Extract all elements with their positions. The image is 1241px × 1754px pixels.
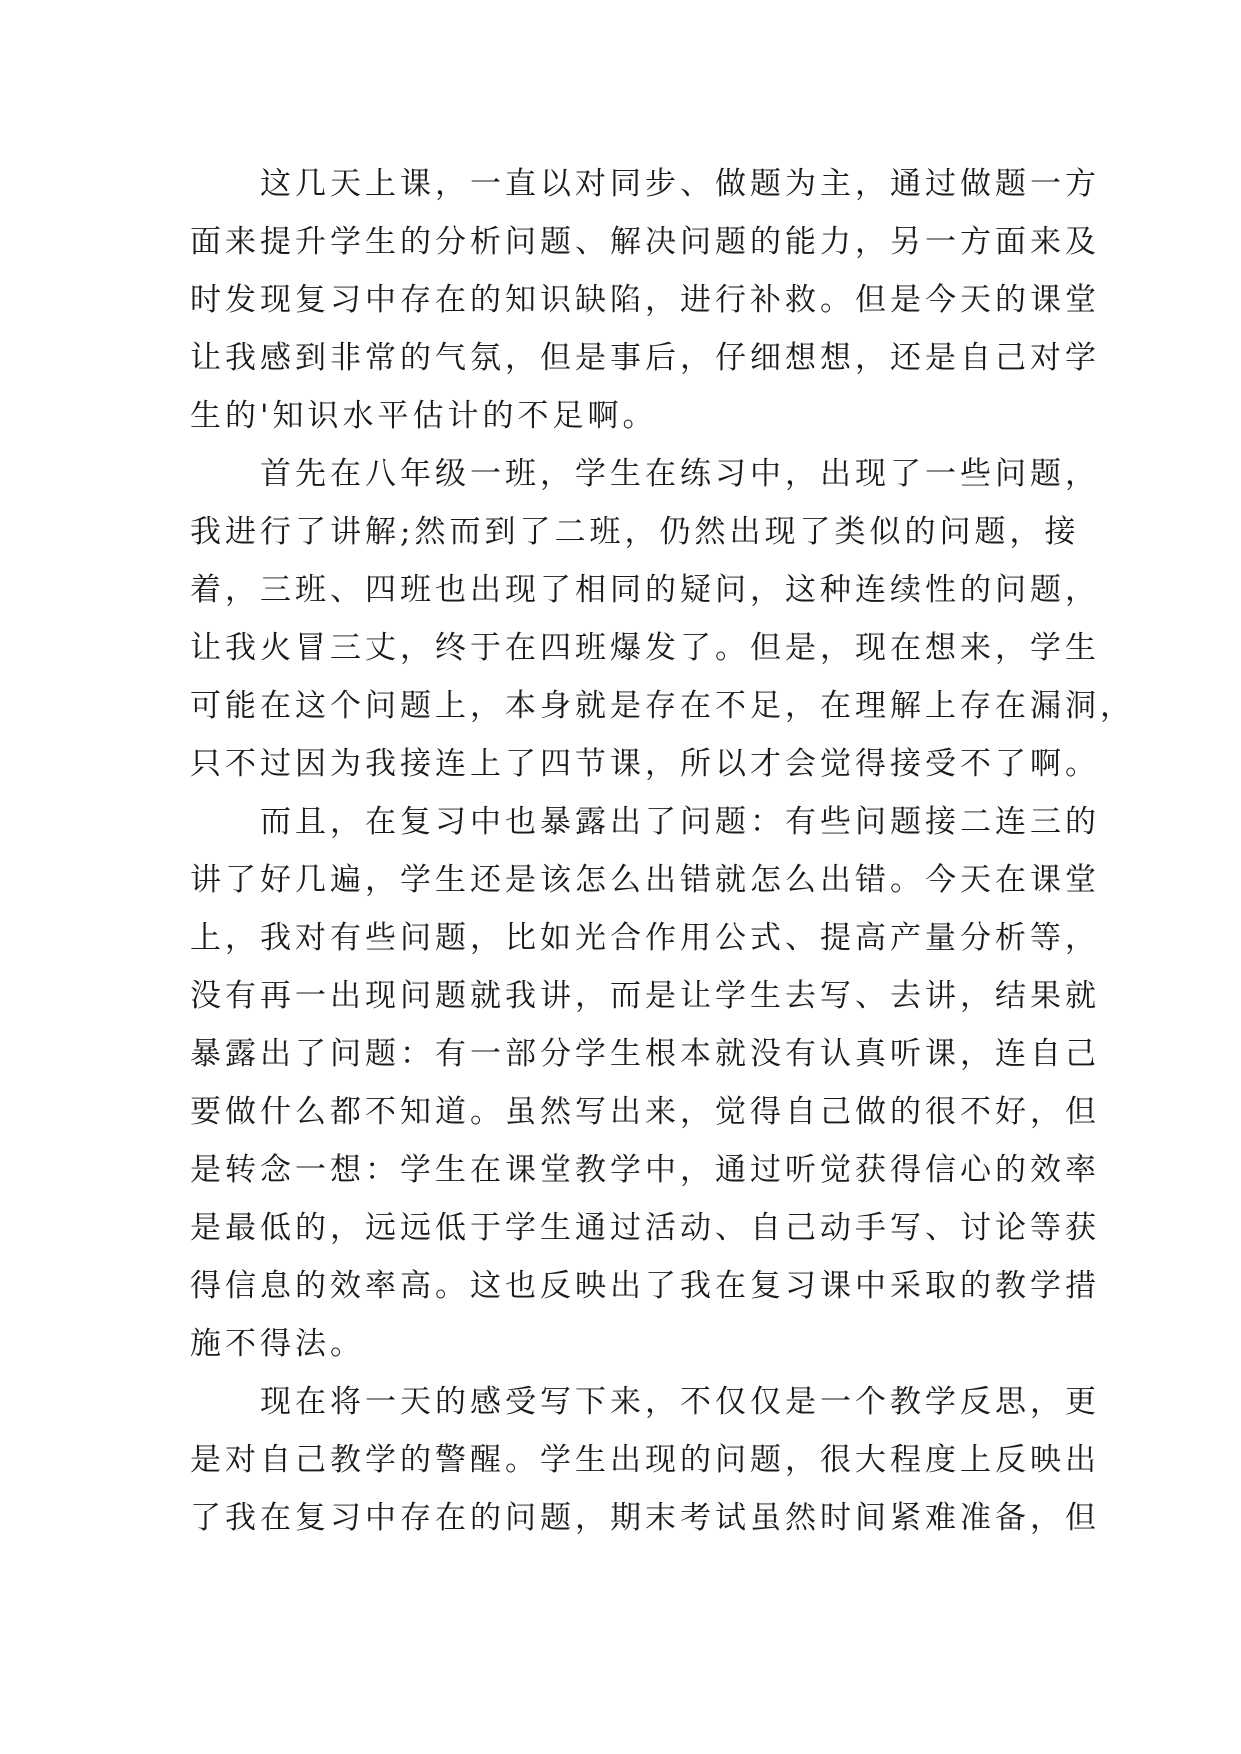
text-line: 生的'知识水平估计的不足啊。 bbox=[190, 398, 658, 434]
text-line: 可能在这个问题上，本身就是存在不足，在理解上存在漏洞， bbox=[190, 688, 1135, 724]
text-line: 这几天上课，一直以对同步、做题为主，通过做题一方 bbox=[190, 166, 1100, 202]
text-line: 暴露出了问题：有一部分学生根本就没有认真听课，连自己 bbox=[190, 1036, 1100, 1072]
text-line: 讲了好几遍，学生还是该怎么出错就怎么出错。今天在课堂 bbox=[190, 862, 1100, 898]
text-line: 让我感到非常的气氛，但是事后，仔细想想，还是自己对学 bbox=[190, 340, 1100, 376]
text-line: 施不得法。 bbox=[190, 1326, 365, 1362]
text-line: 上，我对有些问题，比如光合作用公式、提高产量分析等， bbox=[190, 920, 1100, 956]
paragraph-1 bbox=[190, 155, 1100, 445]
paragraph-4 bbox=[190, 1373, 1100, 1547]
text-line: 是对自己教学的警醒。学生出现的问题，很大程度上反映出 bbox=[190, 1442, 1100, 1478]
text-line: 只不过因为我接连上了四节课，所以才会觉得接受不了啊。 bbox=[190, 746, 1100, 782]
text-line: 没有再一出现问题就我讲，而是让学生去写、去讲，结果就 bbox=[190, 978, 1100, 1014]
text-line: 我进行了讲解;然而到了二班，仍然出现了类似的问题，接 bbox=[190, 514, 1080, 550]
document-body bbox=[190, 155, 1135, 1547]
text-line: 首先在八年级一班，学生在练习中，出现了一些问题， bbox=[190, 456, 1100, 492]
text-line: 了我在复习中存在的问题，期末考试虽然时间紧难准备，但 bbox=[190, 1500, 1100, 1536]
text-line: 面来提升学生的分析问题、解决问题的能力，另一方面来及 bbox=[190, 224, 1100, 260]
text-line: 是最低的，远远低于学生通过活动、自己动手写、讨论等获 bbox=[190, 1210, 1100, 1246]
text-line: 得信息的效率高。这也反映出了我在复习课中采取的教学措 bbox=[190, 1268, 1100, 1304]
paragraph-3 bbox=[190, 793, 1100, 1373]
paragraph-2 bbox=[190, 445, 1135, 793]
text-line: 着，三班、四班也出现了相同的疑问，这种连续性的问题， bbox=[190, 572, 1100, 608]
text-line: 是转念一想：学生在课堂教学中，通过听觉获得信心的效率 bbox=[190, 1152, 1100, 1188]
text-line: 让我火冒三丈，终于在四班爆发了。但是，现在想来，学生 bbox=[190, 630, 1100, 666]
text-line: 要做什么都不知道。虽然写出来，觉得自己做的很不好，但 bbox=[190, 1094, 1100, 1130]
text-line: 而且，在复习中也暴露出了问题：有些问题接二连三的 bbox=[190, 804, 1100, 840]
text-line: 现在将一天的感受写下来，不仅仅是一个教学反思，更 bbox=[190, 1384, 1100, 1420]
text-line: 时发现复习中存在的知识缺陷，进行补救。但是今天的课堂 bbox=[190, 282, 1100, 318]
